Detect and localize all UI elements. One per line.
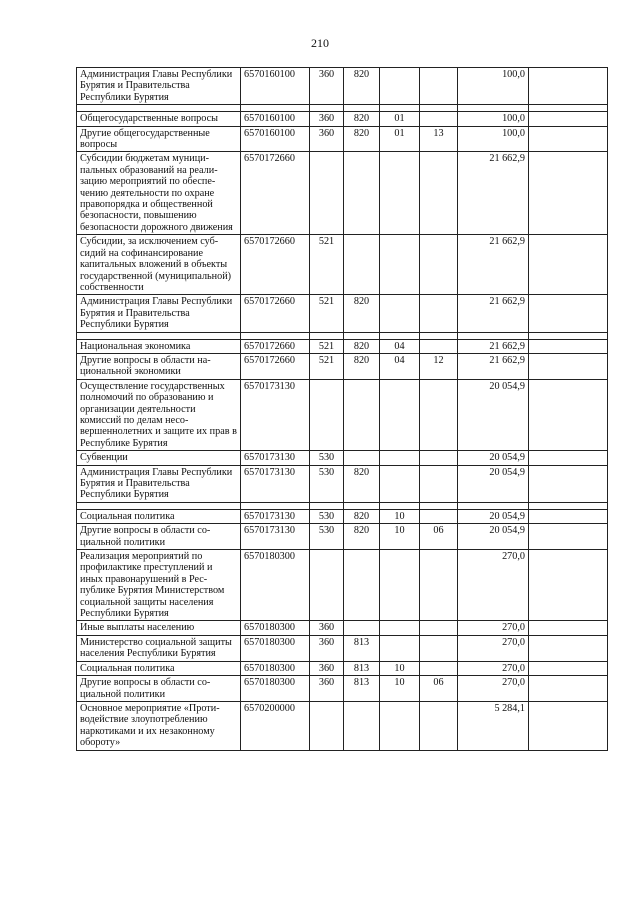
- subsection-cell: [420, 635, 458, 661]
- extra-amount-cell: [529, 621, 608, 635]
- row-name-cell: Основное мероприятие «Противодействие злоупотреблению наркотиками и их незаконному обороту»: [77, 701, 241, 750]
- amount-cell: 100,0: [458, 112, 529, 126]
- amount-cell: 100,0: [458, 126, 529, 152]
- row-name-cell: Администрация Главы Республики Бурятия и Правительства Республики Бурятия: [77, 465, 241, 502]
- budget-table: [76, 67, 608, 751]
- row-name-cell: Социальная политика: [77, 509, 241, 523]
- row-name-cell: Национальная экономика: [77, 339, 241, 353]
- admin-code-cell: 820: [344, 353, 380, 379]
- subsection-cell: 12: [420, 353, 458, 379]
- target-code-cell: 6570173130: [241, 524, 310, 550]
- target-code-cell: 6570160100: [241, 126, 310, 152]
- empty-cell: [458, 105, 529, 112]
- extra-amount-cell: [529, 701, 608, 750]
- empty-cell: [529, 105, 608, 112]
- admin-code-cell: 813: [344, 676, 380, 702]
- admin-code-cell: 820: [344, 295, 380, 332]
- target-code-cell: 6570180300: [241, 676, 310, 702]
- admin-code-cell: 820: [344, 509, 380, 523]
- table-body: [77, 68, 608, 751]
- table-row: [77, 68, 608, 105]
- empty-cell: [344, 502, 380, 509]
- subsection-cell: [420, 235, 458, 295]
- amount-cell: 21 662,9: [458, 353, 529, 379]
- subsection-cell: [420, 339, 458, 353]
- admin-code-cell: 820: [344, 112, 380, 126]
- subsection-cell: [420, 112, 458, 126]
- row-name-cell: Общегосударственные вопросы: [77, 112, 241, 126]
- expense-type-cell: 360: [310, 126, 344, 152]
- admin-code-cell: [344, 550, 380, 621]
- target-code-cell: 6570172660: [241, 295, 310, 332]
- target-code-cell: 6570180300: [241, 661, 310, 675]
- empty-cell: [420, 502, 458, 509]
- expense-type-cell: [310, 550, 344, 621]
- amount-cell: 100,0: [458, 68, 529, 105]
- target-code-cell: 6570173130: [241, 465, 310, 502]
- table-row: [77, 152, 608, 235]
- expense-type-cell: 530: [310, 524, 344, 550]
- extra-amount-cell: [529, 676, 608, 702]
- section-cell: [380, 68, 420, 105]
- section-cell: [380, 465, 420, 502]
- expense-type-cell: 521: [310, 339, 344, 353]
- subsection-cell: [420, 621, 458, 635]
- amount-cell: 270,0: [458, 676, 529, 702]
- amount-cell: 20 054,9: [458, 509, 529, 523]
- extra-amount-cell: [529, 379, 608, 450]
- subsection-cell: [420, 451, 458, 465]
- admin-code-cell: [344, 152, 380, 235]
- empty-cell: [344, 105, 380, 112]
- expense-type-cell: 360: [310, 621, 344, 635]
- expense-type-cell: 360: [310, 676, 344, 702]
- page-number: 210: [311, 36, 329, 50]
- expense-type-cell: 360: [310, 68, 344, 105]
- expense-type-cell: [310, 152, 344, 235]
- amount-cell: 21 662,9: [458, 339, 529, 353]
- section-cell: [380, 379, 420, 450]
- subsection-cell: [420, 68, 458, 105]
- section-cell: [380, 451, 420, 465]
- extra-amount-cell: [529, 509, 608, 523]
- admin-code-cell: [344, 451, 380, 465]
- expense-type-cell: [310, 701, 344, 750]
- section-cell: 10: [380, 509, 420, 523]
- table-row: [77, 451, 608, 465]
- table-row: [77, 550, 608, 621]
- admin-code-cell: [344, 379, 380, 450]
- table-row: [77, 235, 608, 295]
- table-row: [77, 112, 608, 126]
- expense-type-cell: 530: [310, 451, 344, 465]
- table-row: [77, 676, 608, 702]
- amount-cell: 5 284,1: [458, 701, 529, 750]
- empty-cell: [529, 502, 608, 509]
- empty-cell: [380, 105, 420, 112]
- admin-code-cell: 813: [344, 635, 380, 661]
- table-row: [77, 295, 608, 332]
- amount-cell: 20 054,9: [458, 451, 529, 465]
- extra-amount-cell: [529, 661, 608, 675]
- expense-type-cell: 360: [310, 112, 344, 126]
- empty-cell: [458, 502, 529, 509]
- empty-cell: [241, 105, 310, 112]
- extra-amount-cell: [529, 550, 608, 621]
- admin-code-cell: 820: [344, 524, 380, 550]
- table-row: [77, 635, 608, 661]
- section-cell: 10: [380, 524, 420, 550]
- section-cell: [380, 635, 420, 661]
- empty-cell: [241, 502, 310, 509]
- expense-type-cell: 360: [310, 635, 344, 661]
- row-name-cell: Другие вопросы в области социальной политики: [77, 676, 241, 702]
- section-cell: [380, 621, 420, 635]
- amount-cell: 21 662,9: [458, 295, 529, 332]
- row-name-cell: Субсидии бюджетам муниципальных образований на реализацию мероприятий по обеспечению деятельности по охране правопорядка и общественной безопасности, повышению безопасности дорожного движения: [77, 152, 241, 235]
- admin-code-cell: 820: [344, 465, 380, 502]
- expense-type-cell: 521: [310, 235, 344, 295]
- extra-amount-cell: [529, 126, 608, 152]
- row-name-cell: Реализация мероприятий по профилактике преступлений и иных правонарушений в Республике Бурятия Министерством социальной защиты населения Республики Бурятия: [77, 550, 241, 621]
- target-code-cell: 6570172660: [241, 353, 310, 379]
- subsection-cell: [420, 152, 458, 235]
- empty-cell: [420, 332, 458, 339]
- target-code-cell: 6570160100: [241, 68, 310, 105]
- amount-cell: 270,0: [458, 635, 529, 661]
- row-name-cell: Субвенции: [77, 451, 241, 465]
- target-code-cell: 6570180300: [241, 550, 310, 621]
- amount-cell: 20 054,9: [458, 524, 529, 550]
- subsection-cell: 06: [420, 524, 458, 550]
- extra-amount-cell: [529, 339, 608, 353]
- extra-amount-cell: [529, 112, 608, 126]
- empty-cell: [458, 332, 529, 339]
- row-name-cell: Иные выплаты населению: [77, 621, 241, 635]
- amount-cell: 21 662,9: [458, 235, 529, 295]
- subsection-cell: [420, 295, 458, 332]
- section-cell: 04: [380, 353, 420, 379]
- target-code-cell: 6570172660: [241, 339, 310, 353]
- table-row: [77, 701, 608, 750]
- admin-code-cell: 820: [344, 68, 380, 105]
- row-name-cell: Министерство социальной защиты населения Республики Бурятия: [77, 635, 241, 661]
- row-name-cell: Администрация Главы Республики Бурятия и Правительства Республики Бурятия: [77, 295, 241, 332]
- empty-cell: [310, 105, 344, 112]
- table-spacer-row: [77, 332, 608, 339]
- subsection-cell: [420, 509, 458, 523]
- empty-cell: [310, 502, 344, 509]
- section-cell: [380, 235, 420, 295]
- expense-type-cell: 530: [310, 509, 344, 523]
- empty-cell: [310, 332, 344, 339]
- row-name-cell: Другие общегосударственные вопросы: [77, 126, 241, 152]
- extra-amount-cell: [529, 68, 608, 105]
- table-row: [77, 465, 608, 502]
- empty-cell: [77, 332, 241, 339]
- target-code-cell: 6570172660: [241, 235, 310, 295]
- amount-cell: 20 054,9: [458, 465, 529, 502]
- admin-code-cell: 813: [344, 661, 380, 675]
- empty-cell: [241, 332, 310, 339]
- table-row: [77, 509, 608, 523]
- extra-amount-cell: [529, 635, 608, 661]
- empty-cell: [529, 332, 608, 339]
- expense-type-cell: 530: [310, 465, 344, 502]
- amount-cell: 270,0: [458, 621, 529, 635]
- empty-cell: [420, 105, 458, 112]
- subsection-cell: [420, 550, 458, 621]
- target-code-cell: 6570160100: [241, 112, 310, 126]
- section-cell: [380, 550, 420, 621]
- subsection-cell: [420, 661, 458, 675]
- target-code-cell: 6570180300: [241, 621, 310, 635]
- table-row: [77, 353, 608, 379]
- expense-type-cell: 360: [310, 661, 344, 675]
- section-cell: [380, 295, 420, 332]
- section-cell: 10: [380, 676, 420, 702]
- row-name-cell: Другие вопросы в области социальной политики: [77, 524, 241, 550]
- target-code-cell: 6570173130: [241, 509, 310, 523]
- section-cell: 10: [380, 661, 420, 675]
- subsection-cell: 13: [420, 126, 458, 152]
- target-code-cell: 6570173130: [241, 451, 310, 465]
- target-code-cell: 6570180300: [241, 635, 310, 661]
- section-cell: 01: [380, 126, 420, 152]
- empty-cell: [344, 332, 380, 339]
- table-spacer-row: [77, 105, 608, 112]
- target-code-cell: 6570200000: [241, 701, 310, 750]
- extra-amount-cell: [529, 235, 608, 295]
- target-code-cell: 6570173130: [241, 379, 310, 450]
- target-code-cell: 6570172660: [241, 152, 310, 235]
- table-row: [77, 126, 608, 152]
- section-cell: [380, 152, 420, 235]
- amount-cell: 270,0: [458, 661, 529, 675]
- admin-code-cell: [344, 621, 380, 635]
- empty-cell: [77, 502, 241, 509]
- table-row: [77, 661, 608, 675]
- extra-amount-cell: [529, 295, 608, 332]
- subsection-cell: [420, 465, 458, 502]
- expense-type-cell: 521: [310, 295, 344, 332]
- empty-cell: [77, 105, 241, 112]
- section-cell: 01: [380, 112, 420, 126]
- table-row: [77, 339, 608, 353]
- table-spacer-row: [77, 502, 608, 509]
- row-name-cell: Администрация Главы Республики Бурятия и Правительства Республики Бурятия: [77, 68, 241, 105]
- subsection-cell: [420, 379, 458, 450]
- row-name-cell: Осуществление государственных полномочий по образованию и организации деятельности комиссий по делам несовершеннолетних и защите их прав в Республике Бурятия: [77, 379, 241, 450]
- table-row: [77, 379, 608, 450]
- amount-cell: 21 662,9: [458, 152, 529, 235]
- table-row: [77, 621, 608, 635]
- extra-amount-cell: [529, 465, 608, 502]
- extra-amount-cell: [529, 524, 608, 550]
- amount-cell: 270,0: [458, 550, 529, 621]
- admin-code-cell: [344, 235, 380, 295]
- extra-amount-cell: [529, 451, 608, 465]
- subsection-cell: 06: [420, 676, 458, 702]
- empty-cell: [380, 502, 420, 509]
- empty-cell: [380, 332, 420, 339]
- extra-amount-cell: [529, 152, 608, 235]
- row-name-cell: Другие вопросы в области национальной экономики: [77, 353, 241, 379]
- section-cell: [380, 701, 420, 750]
- admin-code-cell: [344, 701, 380, 750]
- section-cell: 04: [380, 339, 420, 353]
- table-row: [77, 524, 608, 550]
- subsection-cell: [420, 701, 458, 750]
- expense-type-cell: [310, 379, 344, 450]
- row-name-cell: Социальная политика: [77, 661, 241, 675]
- row-name-cell: Субсидии, за исключением субсидий на софинансирование капитальных вложений в объекты государственной (муниципальной) собственности: [77, 235, 241, 295]
- admin-code-cell: 820: [344, 126, 380, 152]
- admin-code-cell: 820: [344, 339, 380, 353]
- amount-cell: 20 054,9: [458, 379, 529, 450]
- expense-type-cell: 521: [310, 353, 344, 379]
- extra-amount-cell: [529, 353, 608, 379]
